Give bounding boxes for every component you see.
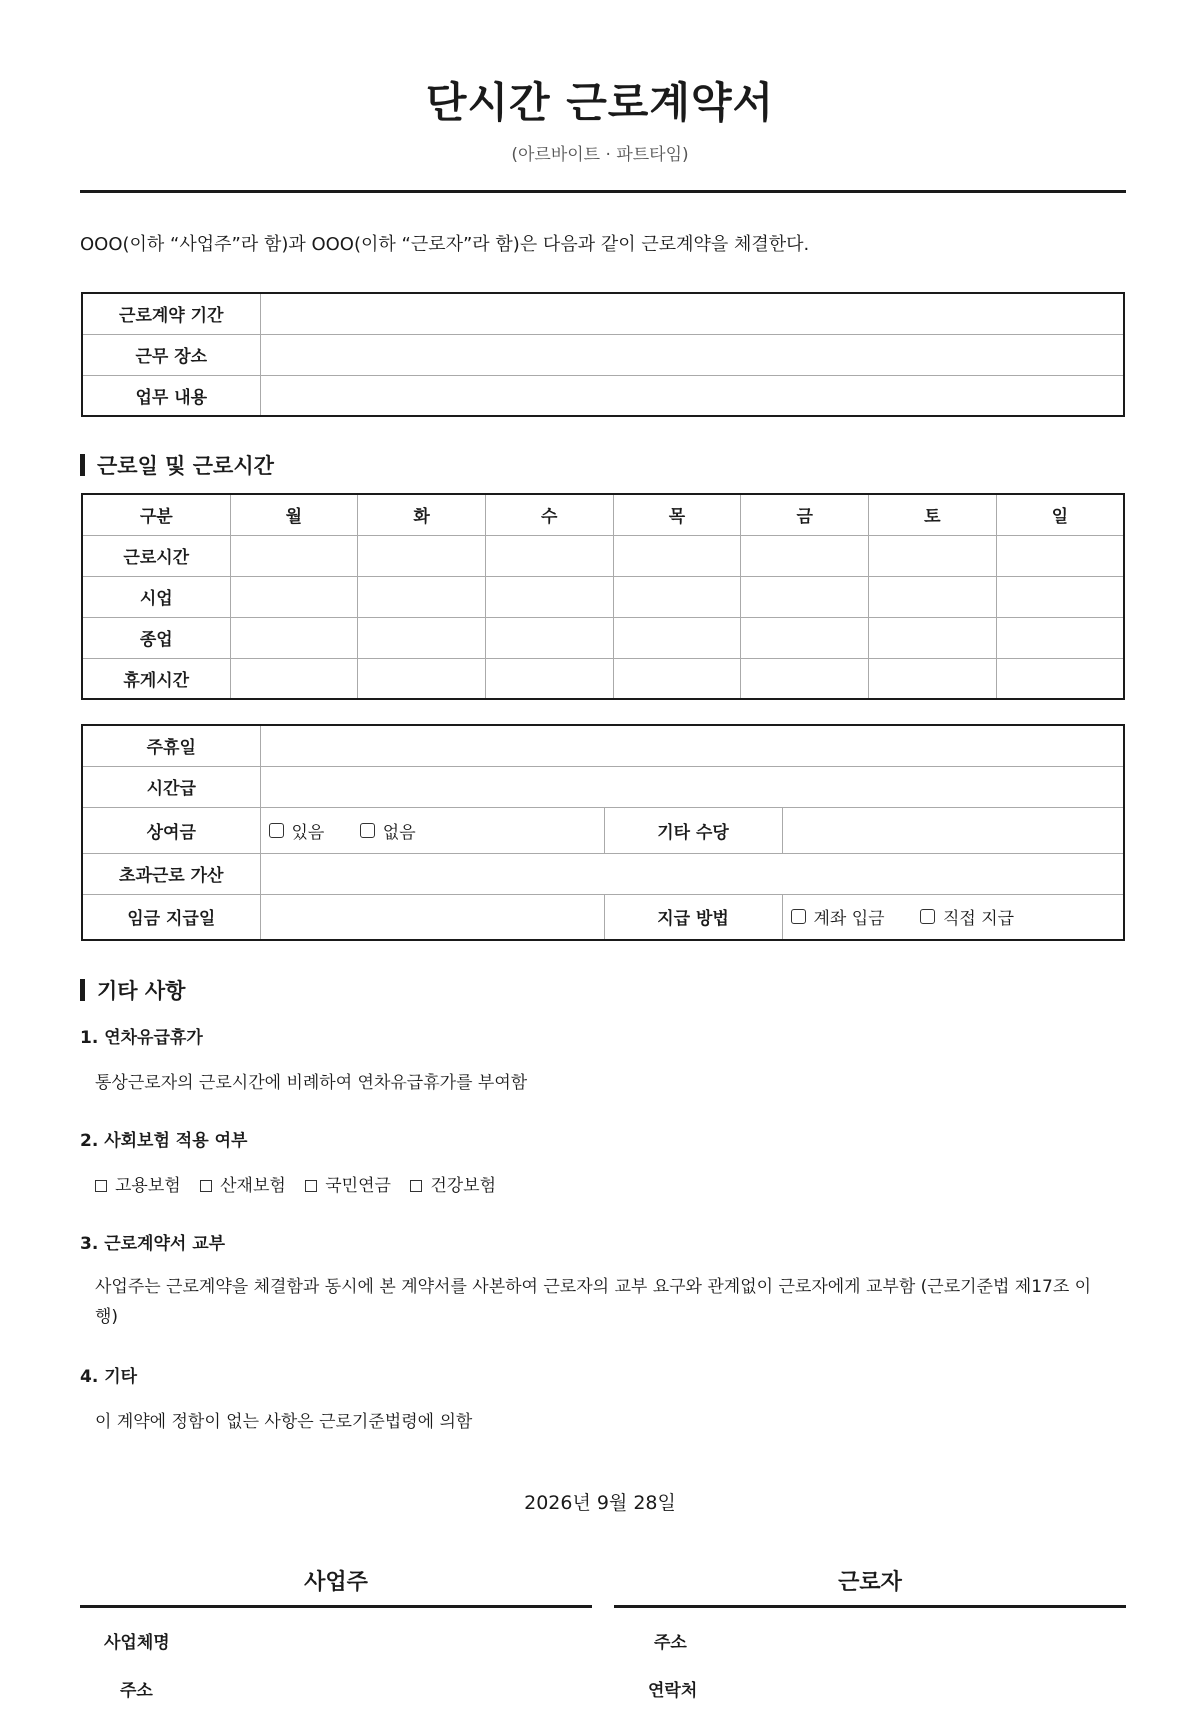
- workplace-field[interactable]: [260, 334, 1124, 375]
- contract-date: 2026년 9월 28일: [524, 1492, 676, 1514]
- schedule-cell[interactable]: [485, 617, 613, 658]
- document-title: 단시간 근로계약서: [425, 78, 775, 127]
- bonus-yes-label: 있음: [291, 822, 325, 843]
- checkbox-icon[interactable]: [200, 1180, 212, 1192]
- job-description-label: 업무 내용: [82, 375, 260, 416]
- schedule-cell[interactable]: [230, 576, 358, 617]
- schedule-cell[interactable]: [230, 535, 358, 576]
- contract-period-field[interactable]: [260, 293, 1124, 334]
- schedule-cell[interactable]: [613, 535, 741, 576]
- insurance-options: [95, 1171, 1095, 1202]
- column-header: 구분: [82, 494, 230, 535]
- item4-title: 4. 기타: [80, 1367, 138, 1387]
- insurance-label: 고용보험: [115, 1176, 181, 1196]
- bonus-yes-option[interactable]: [269, 818, 325, 843]
- table-header-row: [82, 494, 1124, 535]
- title-divider: [80, 190, 1126, 193]
- schedule-cell[interactable]: [358, 617, 486, 658]
- checkbox-icon[interactable]: [920, 909, 935, 924]
- insurance-option[interactable]: [305, 1171, 391, 1201]
- insurance-option[interactable]: [95, 1171, 181, 1201]
- column-header: 화: [358, 494, 486, 535]
- schedule-cell[interactable]: [613, 658, 741, 699]
- item2-title: 2. 사회보험 적용 여부: [80, 1131, 248, 1151]
- pay-table: [81, 724, 1125, 941]
- column-header: 일: [996, 494, 1124, 535]
- hourly-wage-label: 시간급: [82, 766, 260, 807]
- schedule-cell[interactable]: [996, 617, 1124, 658]
- schedule-heading: [80, 450, 274, 480]
- item3-title: 3. 근로계약서 교부: [80, 1234, 226, 1254]
- table-row: [82, 293, 1124, 334]
- contract-period-label: 근로계약 기간: [82, 293, 260, 334]
- checkbox-icon[interactable]: [269, 823, 284, 838]
- employer-block: [80, 1565, 592, 1724]
- schedule-cell[interactable]: [230, 658, 358, 699]
- document-subtitle: (아르바이트 · 파트타임): [511, 145, 689, 165]
- row-label: 근로시간: [82, 535, 230, 576]
- table-row: [82, 807, 1124, 853]
- pay-day-field[interactable]: [260, 894, 604, 940]
- row-label: 시업: [82, 576, 230, 617]
- table-row: [82, 725, 1124, 766]
- hourly-wage-field[interactable]: [260, 766, 1124, 807]
- employee-contact-label: 연락처: [648, 1681, 698, 1701]
- schedule-cell[interactable]: [996, 658, 1124, 699]
- pay-day-label: 임금 지급일: [82, 894, 260, 940]
- bonus-no-option[interactable]: [360, 818, 416, 843]
- table-row: [82, 853, 1124, 894]
- schedule-cell[interactable]: [613, 617, 741, 658]
- checkbox-icon[interactable]: [410, 1180, 422, 1192]
- schedule-cell[interactable]: [358, 658, 486, 699]
- schedule-cell[interactable]: [996, 576, 1124, 617]
- contract-info-table: [81, 292, 1125, 417]
- schedule-cell[interactable]: [741, 576, 869, 617]
- section-marker: [80, 454, 85, 476]
- bonus-label: 상여금: [82, 807, 260, 853]
- table-row: [82, 617, 1124, 658]
- bonus-no-label: 없음: [382, 822, 416, 843]
- schedule-cell[interactable]: [485, 658, 613, 699]
- transfer-label: 계좌 입금: [813, 909, 885, 930]
- schedule-cell[interactable]: [869, 617, 997, 658]
- column-header: 토: [869, 494, 997, 535]
- employee-heading: 근로자: [838, 1570, 902, 1595]
- schedule-cell[interactable]: [741, 535, 869, 576]
- column-header: 금: [741, 494, 869, 535]
- employer-address-label: 주소: [120, 1681, 153, 1701]
- schedule-cell[interactable]: [741, 658, 869, 699]
- row-label: 종업: [82, 617, 230, 658]
- intro-text: OOO(이하 “사업주”라 함)과 OOO(이하 “근로자”라 함)은 다음과 같이 근로계약을 체결한다.: [80, 234, 810, 255]
- schedule-cell[interactable]: [996, 535, 1124, 576]
- column-header: 월: [230, 494, 358, 535]
- schedule-cell[interactable]: [358, 576, 486, 617]
- pay-method-options: [782, 894, 1124, 940]
- table-row: [82, 658, 1124, 699]
- insurance-label: 산재보험: [220, 1176, 286, 1196]
- table-row: [82, 766, 1124, 807]
- table-row: [82, 894, 1124, 940]
- employee-address-label: 주소: [654, 1633, 687, 1653]
- schedule-cell[interactable]: [358, 535, 486, 576]
- table-row: [82, 535, 1124, 576]
- schedule-cell[interactable]: [230, 617, 358, 658]
- schedule-cell[interactable]: [741, 617, 869, 658]
- employer-fields: [80, 1628, 592, 1724]
- employer-divider: [80, 1605, 592, 1608]
- pay-method-label: 지급 방법: [604, 894, 782, 940]
- row-label: 휴게시간: [82, 658, 230, 699]
- insurance-label: 건강보험: [430, 1176, 497, 1196]
- employer-business-name-label: 사업체명: [104, 1633, 170, 1653]
- section-marker: [80, 979, 85, 1001]
- others-heading-text: 기타 사항: [97, 979, 186, 1003]
- item1-title: 1. 연차유급휴가: [80, 1028, 203, 1048]
- checkbox-icon[interactable]: [791, 909, 806, 924]
- employee-fields: [614, 1628, 1126, 1724]
- insurance-option[interactable]: [200, 1171, 286, 1201]
- column-header: 수: [485, 494, 613, 535]
- employer-heading: 사업주: [304, 1570, 368, 1595]
- table-row: [82, 375, 1124, 416]
- schedule-table: [81, 493, 1125, 700]
- schedule-cell[interactable]: [613, 576, 741, 617]
- weekly-holiday-label: 주휴일: [82, 725, 260, 766]
- job-description-field[interactable]: [260, 375, 1124, 416]
- checkbox-icon[interactable]: [95, 1180, 107, 1192]
- schedule-cell[interactable]: [485, 576, 613, 617]
- transfer-option[interactable]: [791, 904, 885, 929]
- employee-divider: [614, 1605, 1126, 1608]
- schedule-heading-text: 근로일 및 근로시간: [97, 454, 274, 478]
- workplace-label: 근무 장소: [82, 334, 260, 375]
- other-allowance-field[interactable]: [782, 807, 1124, 853]
- item1-text: 통상근로자의 근로시간에 비례하여 연차유급휴가를 부여함: [95, 1073, 528, 1093]
- direct-option[interactable]: [920, 904, 1014, 929]
- schedule-cell[interactable]: [485, 535, 613, 576]
- table-row: [82, 334, 1124, 375]
- weekly-holiday-field[interactable]: [260, 725, 1124, 766]
- schedule-cell[interactable]: [869, 658, 997, 699]
- column-header: 목: [613, 494, 741, 535]
- others-heading: [80, 975, 185, 1005]
- checkbox-icon[interactable]: [305, 1180, 317, 1192]
- overtime-field[interactable]: [260, 853, 1124, 894]
- insurance-option[interactable]: [410, 1171, 496, 1201]
- checkbox-icon[interactable]: [360, 823, 375, 838]
- other-allowance-label: 기타 수당: [604, 807, 782, 853]
- schedule-cell[interactable]: [869, 535, 997, 576]
- overtime-label: 초과근로 가산: [82, 853, 260, 894]
- employee-block: [614, 1565, 1126, 1724]
- insurance-label: 국민연금: [325, 1176, 391, 1196]
- bonus-options: [260, 807, 604, 853]
- item4-text: 이 계약에 정함이 없는 사항은 근로기준법령에 의함: [95, 1412, 473, 1432]
- item3-text: 사업주는 근로계약을 체결함과 동시에 본 계약서를 사본하여 근로자의 교부 요구와 관계없이 근로자에게 교부함 (근로기준법 제17조 이행): [95, 1277, 1092, 1327]
- direct-label: 직접 지급: [943, 909, 1015, 930]
- table-row: [82, 576, 1124, 617]
- schedule-cell[interactable]: [869, 576, 997, 617]
